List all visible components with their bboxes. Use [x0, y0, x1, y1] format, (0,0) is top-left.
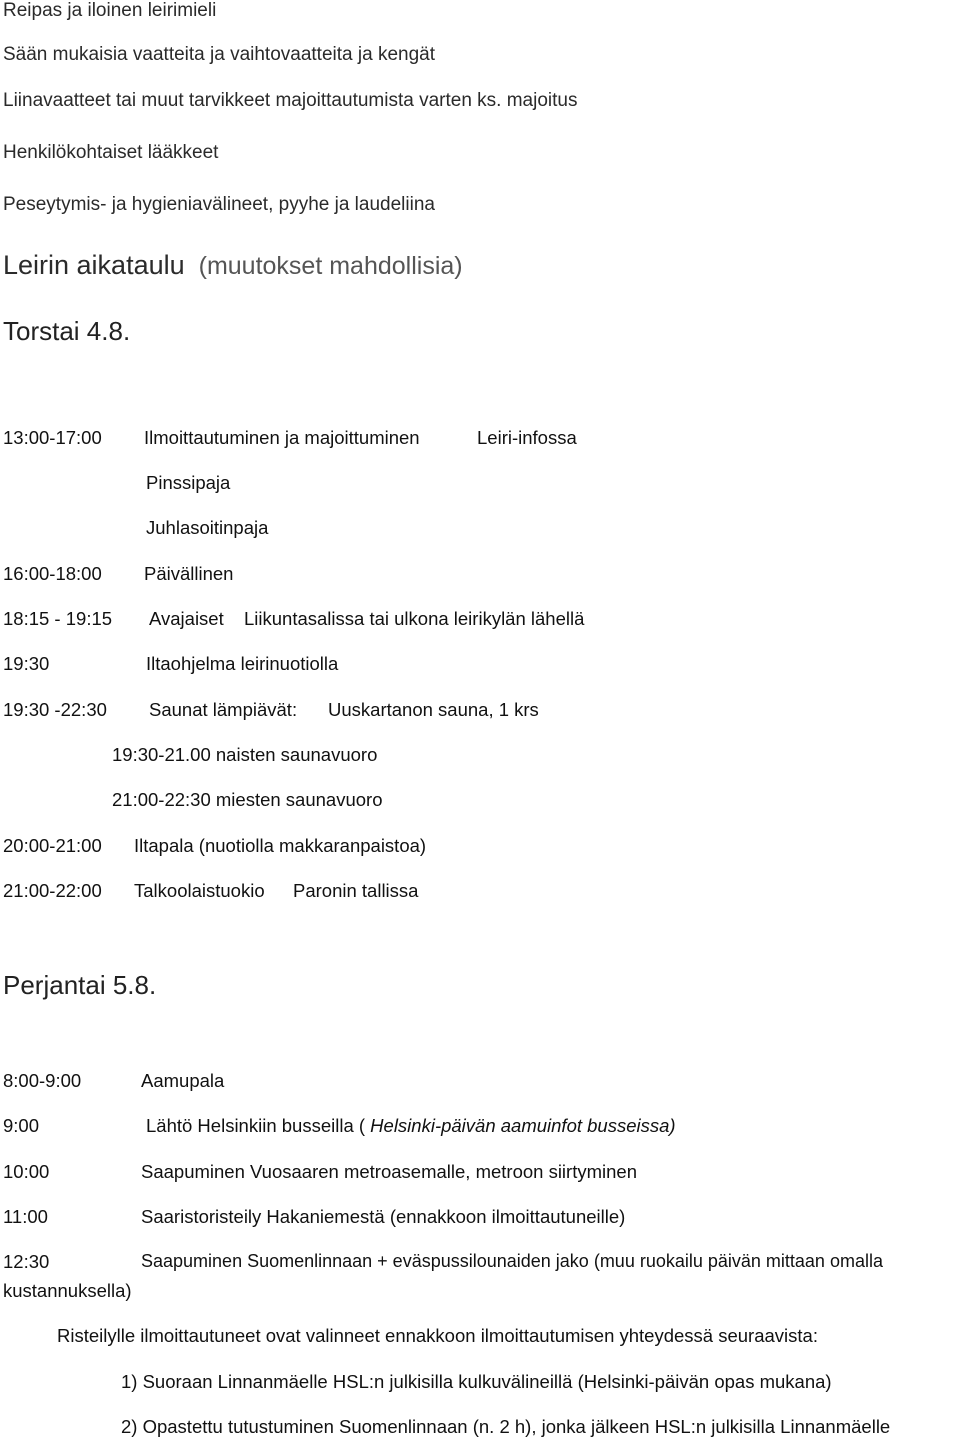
schedule-time: 19:30 [3, 653, 50, 674]
schedule-time: 12:30 [3, 1251, 50, 1272]
schedule-time: 16:00-18:00 [3, 563, 102, 584]
schedule-time: 13:00-17:00 [3, 427, 102, 448]
schedule-subitem: Pinssipaja [146, 472, 231, 493]
schedule-event: Talkoolaistuokio [134, 880, 265, 901]
schedule-event-text: Lähtö Helsinkiin busseilla ( [146, 1115, 366, 1136]
schedule-event: Avajaiset [149, 608, 224, 629]
schedule-subitem: Juhlasoitinpaja [146, 517, 269, 538]
schedule-event: Iltapala (nuotiolla makkaranpaistoa) [134, 835, 427, 856]
schedule-subtitle: (muutokset mahdollisia) [198, 252, 463, 280]
schedule-time: 21:00-22:00 [3, 880, 102, 901]
schedule-event: Ilmoittautuminen ja majoittuminen [144, 427, 420, 448]
schedule-time: 11:00 [3, 1206, 48, 1227]
schedule-event: Saaristoristeily Hakaniemestä (ennakkoon ilmoittautuneille) [141, 1206, 626, 1227]
schedule-time: 18:15 - 19:15 [3, 608, 113, 629]
schedule-place: Paronin tallissa [293, 880, 419, 901]
schedule-time: 10:00 [3, 1161, 50, 1182]
schedule-event: Saunat lämpiävät: [149, 699, 298, 720]
day-title-friday: Perjantai 5.8. [3, 970, 157, 1000]
schedule-heading [3, 250, 463, 281]
schedule-event [146, 1115, 676, 1137]
schedule-event: Saapuminen Vuosaaren metroasemalle, metroon siirtyminen [141, 1161, 637, 1182]
packing-item: Sään mukaisia vaatteita ja vaihtovaatteita ja kengät [3, 44, 435, 65]
cruise-option: 2) Opastettu tutustuminen Suomenlinnaan (n. 2 h), jonka jälkeen HSL:n julkisilla Linnanmäelle [121, 1416, 891, 1437]
schedule-time: 9:00 [3, 1115, 40, 1136]
packing-item: Liinavaatteet tai muut tarvikkeet majoittautumista varten ks. majoitus [3, 90, 578, 111]
schedule-event: Päivällinen [144, 563, 234, 584]
schedule-event: Saapuminen Suomenlinnaan + eväspussilounaiden jako (muu ruokailu päivän mittaan omalla [141, 1251, 883, 1271]
schedule-event-note: Helsinki-päivän aamuinfot busseissa) [370, 1115, 676, 1136]
packing-item: Peseytymis- ja hygieniavälineet, pyyhe ja laudeliina [3, 194, 435, 215]
packing-item: Reipas ja iloinen leirimieli [3, 0, 217, 21]
schedule-place: Leiri-infossa [477, 427, 577, 448]
schedule-subitem: 21:00-22:30 miesten saunavuoro [112, 789, 383, 810]
schedule-place: Uuskartanon sauna, 1 krs [328, 699, 539, 720]
schedule-event-continued: kustannuksella) [3, 1280, 132, 1301]
schedule-place: Liikuntasalissa tai ulkona leirikylän lähellä [244, 608, 585, 629]
cruise-option: 1) Suoraan Linnanmäelle HSL:n julkisilla kulkuvälineillä (Helsinki-päivän opas mukana) [121, 1371, 832, 1392]
schedule-time: 20:00-21:00 [3, 835, 102, 856]
cruise-note: Risteilylle ilmoittautuneet ovat valinneet ennakkoon ilmoittautumisen yhteydessä seuraavista: [57, 1325, 818, 1346]
schedule-time: 8:00-9:00 [3, 1070, 82, 1091]
schedule-event: Iltaohjelma leirinuotiolla [146, 653, 339, 674]
schedule-time: 19:30 -22:30 [3, 699, 107, 720]
day-title-thursday: Torstai 4.8. [3, 316, 131, 346]
packing-item: Henkilökohtaiset lääkkeet [3, 142, 219, 163]
schedule-title: Leirin aikataulu [3, 250, 185, 280]
schedule-subitem: 19:30-21.00 naisten saunavuoro [112, 744, 378, 765]
schedule-event: Aamupala [141, 1070, 225, 1091]
